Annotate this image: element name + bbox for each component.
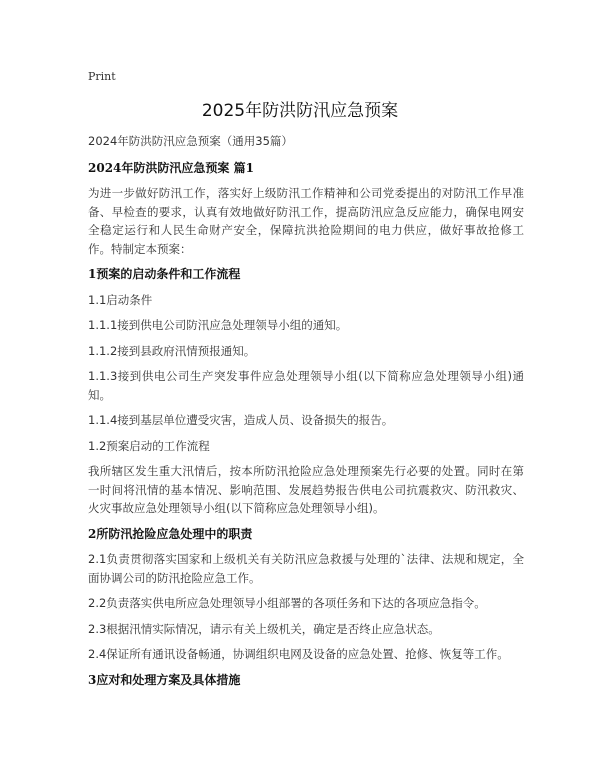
paragraph-2-3: 2.3根据汛情实际情况，请示有关上级机关，确定是否终止应急状态。 [88, 621, 440, 636]
document-title: 2025年防洪防汛应急预案 [201, 101, 399, 121]
paragraph-1-1-3: 1.1.3接到供电公司生产突发事件应急处理领导小组(以下简称应急处理领导小组)通知。 [88, 369, 524, 402]
paragraph-1-2: 1.2预案启动的工作流程 [88, 438, 210, 453]
paragraph-2-2: 2.2负责落实供电所应急处理领导小组部署的各项任务和下达的各项应急指令。 [88, 596, 486, 610]
paragraph-1-1-2: 1.1.2接到县政府汛情预报通知。 [88, 343, 256, 358]
print-label[interactable]: Print [88, 70, 116, 83]
intro-paragraph: 为进一步做好防汛工作，落实好上级防汛工作精神和公司党委提出的对防汛工作早准备、早检查的要求，认真有效地做好防汛工作，提高防汛应急反应能力，确保电网安全稳定运行和人民生命财产安全，保障抗洪抢险期间的电力供应，做好事故抢修工作。特制定本预案： [88, 186, 524, 256]
paragraph-2-1: 2.1负责贯彻落实国家和上级机关有关防汛应急救援与处理的`法律、法规和规定，全面协调公司的防汛抢险应急工作。 [88, 552, 524, 585]
paragraph-1-2-text: 我所辖区发生重大汛情后，按本所防汛抢险应急处理预案先行必要的处置。同时在第一时间将汛情的基本情况、影响范围、发展趋势报告供电公司抗震救灾、防汛救灾、火灾事故应急处理领导小组(以下简称应急处理领导小组)。 [88, 464, 524, 515]
document-subtitle: 2024年防洪防汛应急预案（通用35篇） [88, 134, 293, 148]
section-title: 2024年防洪防汛应急预案 篇1 [88, 160, 254, 175]
paragraph-2-4: 2.4保证所有通讯设备畅通，协调组织电网及设备的应急处置、抢修、恢复等工作。 [88, 647, 509, 661]
paragraph-1-1-4: 1.1.4接到基层单位遭受灾害，造成人员、设备损失的报告。 [88, 413, 394, 427]
paragraph-1-1: 1.1启动条件 [88, 292, 153, 307]
heading-3: 3应对和处理方案及具体措施 [88, 672, 241, 687]
paragraph-1-1-1: 1.1.1接到供电公司防汛应急处理领导小组的通知。 [88, 318, 348, 332]
heading-2: 2所防汛抢险应急处理中的职责 [88, 526, 253, 541]
document-body [88, 132, 524, 696]
heading-1: 1预案的启动条件和工作流程 [88, 267, 241, 281]
